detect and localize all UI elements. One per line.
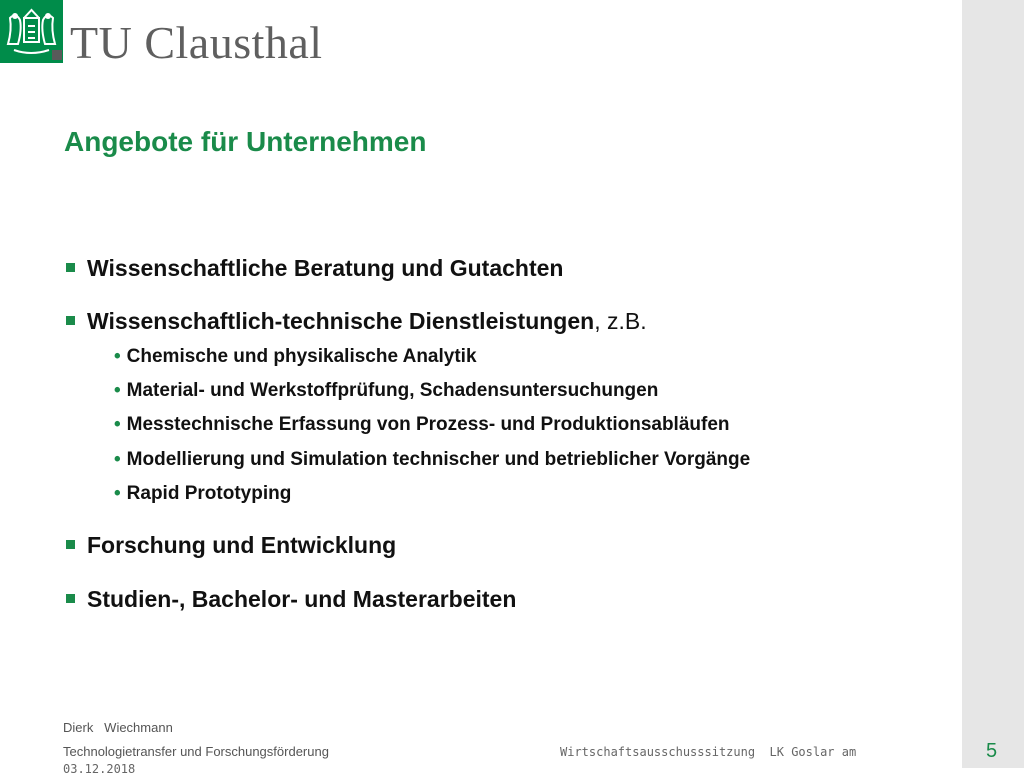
bullet-item-suffix: , z.B. xyxy=(594,308,647,334)
sub-bullet-label: Rapid Prototyping xyxy=(126,483,292,504)
sub-bullet-label: Messtechnische Erfassung von Prozess- und Produktionsabläufen xyxy=(126,414,730,435)
dot-bullet-icon: • xyxy=(114,414,121,435)
bullet-item-label: Wissenschaftlich-technische Dienstleistungen xyxy=(87,308,595,334)
page-number: 5 xyxy=(986,740,998,762)
dot-bullet-icon: • xyxy=(114,346,121,367)
square-bullet-icon xyxy=(66,594,75,603)
sub-bullet-label: Modellierung und Simulation technischer und betrieblicher Vorgänge xyxy=(126,449,751,470)
logo-separator-square xyxy=(52,50,62,60)
square-bullet-icon xyxy=(66,316,75,325)
sub-bullet-item xyxy=(114,449,750,471)
footer-author: Dierk Wiechmann xyxy=(63,720,173,735)
slide-title: Angebote für Unternehmen xyxy=(64,126,427,157)
bullet-item-label: Studien-, Bachelor- und Masterarbeiten xyxy=(87,586,517,612)
right-sidebar-strip xyxy=(962,0,1024,768)
square-bullet-icon xyxy=(66,540,75,549)
sub-bullet-item xyxy=(114,483,291,505)
dot-bullet-icon: • xyxy=(114,449,121,470)
dot-bullet-icon: • xyxy=(114,380,121,401)
square-bullet-icon xyxy=(66,263,75,272)
bullet-item-label-line xyxy=(87,308,647,335)
bullet-item-label: Forschung und Entwicklung xyxy=(87,532,397,558)
sub-bullet-item xyxy=(114,414,730,436)
footer-date: 03.12.2018 xyxy=(63,762,136,776)
footer-department: Technologietransfer und Forschungsförderung xyxy=(63,744,329,759)
sub-bullet-label: Material- und Werkstoffprüfung, Schadensuntersuchungen xyxy=(126,380,659,401)
footer-meeting: Wirtschaftsausschusssitzung LK Goslar am xyxy=(560,745,857,759)
logo-wordmark: TU Clausthal xyxy=(70,17,323,68)
bullet-item-label: Wissenschaftliche Beratung und Gutachten xyxy=(87,255,564,281)
sub-bullet-item xyxy=(114,346,477,368)
dot-bullet-icon: • xyxy=(114,483,121,504)
sub-bullet-item xyxy=(114,380,658,402)
sub-bullet-label: Chemische und physikalische Analytik xyxy=(126,346,477,367)
